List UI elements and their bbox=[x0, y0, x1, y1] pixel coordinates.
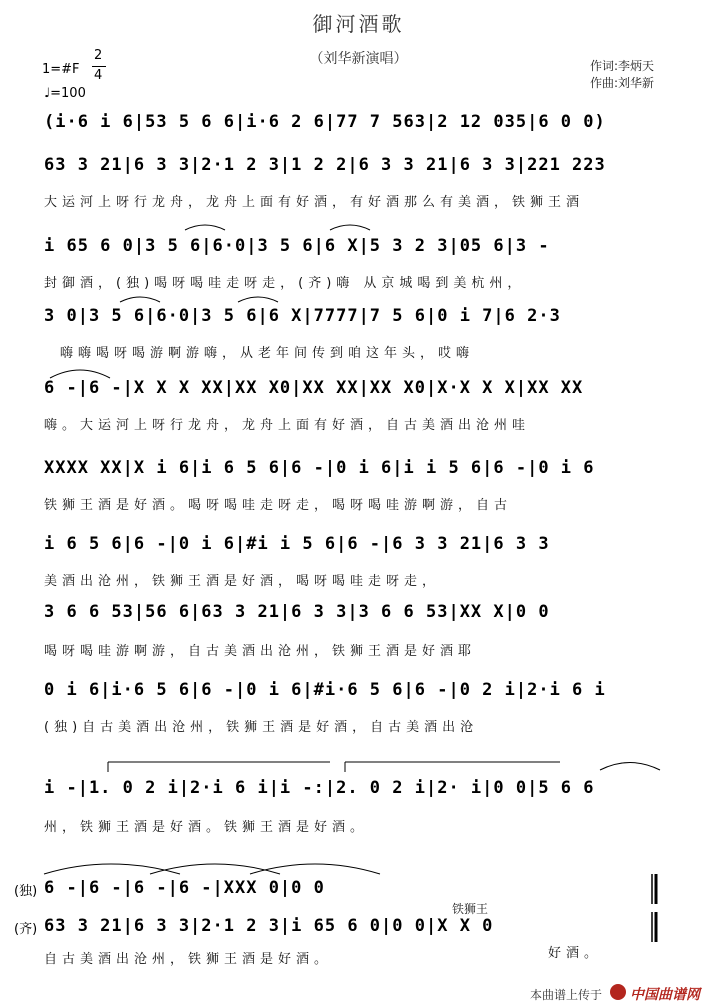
time-signature-top: 2 bbox=[94, 48, 103, 63]
score-line-6-notes: XXXX XX|X i 6|i 6 5 6|6 -|0 i 6|i i 5 6|6 -|0 i 6 bbox=[44, 458, 595, 478]
slur-mark bbox=[250, 864, 380, 874]
score-line-4-lyrics: 嗨嗨喝呀喝游啊游嗨，从老年间传到咱这年头，哎嗨 bbox=[60, 346, 475, 361]
score-line-4-notes: 3 0|3 5 6|6·0|3 5 6|6 X|7777|7 5 6|0 i 7|6 2·3 bbox=[44, 306, 561, 326]
score-line-8-notes: 3 6 6 53|56 6|63 3 21|6 3 3|3 6 6 53|XX X|0 0 bbox=[44, 602, 550, 622]
score-line-2-lyrics: 大运河上呀行龙舟，龙舟上面有好酒，有好酒那么有美酒，铁狮王酒 bbox=[44, 195, 585, 210]
site-logo-icon bbox=[610, 984, 626, 1000]
score-line-12-lyrics: 自古美酒出沧州，铁狮王酒是好酒。 bbox=[44, 952, 333, 967]
score-line-9-lyrics: (独)自古美酒出沧州，铁狮王酒是好酒，自古美酒出沧 bbox=[44, 720, 479, 735]
slur-mark bbox=[120, 297, 160, 302]
score-line-10-notes: i -|1. 0 2 i|2·i 6 i|i -:|2. 0 2 i|2· i|0 0|5 6 6 bbox=[44, 778, 595, 798]
key-signature: 1=#F bbox=[42, 62, 80, 77]
chorus-part-label: (齐) bbox=[14, 922, 38, 937]
slur-mark bbox=[238, 297, 278, 302]
song-subtitle: （刘华新演唱） bbox=[309, 51, 408, 67]
score-line-3-notes: i 65 6 0|3 5 6|6·0|3 5 6|6 X|5 3 2 3|05 6|3 - bbox=[44, 236, 550, 256]
song-title: 御河酒歌 bbox=[312, 12, 405, 36]
score-line-1-notes: (i·6 i 6|53 5 6 6|i·6 2 6|77 7 563|2 12 035|6 0 0) bbox=[44, 112, 606, 132]
score-line-5-lyrics: 嗨。大运河上呀行龙舟，龙舟上面有好酒，自古美酒出沧州哇 bbox=[44, 418, 531, 433]
slur-mark bbox=[600, 763, 660, 771]
lyricist-credit: 作词:李炳天 bbox=[590, 59, 655, 73]
score-line-12-notes: 63 3 21|6 3 3|2·1 2 3|i 65 6 0|0 0|X X 0 bbox=[44, 916, 494, 936]
score-line-10-lyrics: 州，铁狮王酒是好酒。铁狮王酒是好酒。 bbox=[44, 820, 369, 835]
score-line-7-notes: i 6 5 6|6 -|0 i 6|#i i 5 6|6 -|6 3 3 21|6 3 3 bbox=[44, 534, 550, 554]
slur-mark bbox=[185, 225, 225, 230]
score-line-5-notes: 6 -|6 -|X X X XX|XX X0|XX XX|XX X0|X·X X X|XX XX bbox=[44, 378, 584, 398]
tempo-marking: ♩=100 bbox=[44, 86, 86, 101]
solo-part-label: (独) bbox=[14, 884, 38, 899]
score-line-11-notes: 6 -|6 -|6 -|6 -|XXX 0|0 0 bbox=[44, 878, 325, 898]
score-line-6-lyrics: 铁狮王酒是好酒。喝呀喝哇走呀走，喝呀喝哇游啊游，自古 bbox=[44, 498, 513, 513]
slur-mark bbox=[44, 864, 180, 874]
score-line-3-lyrics: 封御酒，(独)喝呀喝哇走呀走，(齐)嗨 从京城喝到美杭州， bbox=[44, 276, 526, 291]
tuplet-lyric: 铁狮王 bbox=[452, 902, 489, 916]
time-signature-bottom: 4 bbox=[94, 68, 103, 83]
score-line-8-lyrics: 喝呀喝哇游啊游，自古美酒出沧州，铁狮王酒是好酒耶 bbox=[44, 644, 477, 659]
time-signature-line bbox=[92, 66, 106, 67]
score-line-9-notes: 0 i 6|i·6 5 6|6 -|0 i 6|#i·6 5 6|6 -|0 2 i|2·i 6 i bbox=[44, 680, 606, 700]
slur-mark bbox=[50, 370, 110, 378]
composer-credit: 作曲:刘华新 bbox=[590, 76, 655, 90]
slur-mark bbox=[150, 864, 280, 874]
score-line-7-lyrics: 美酒出沧州，铁狮王酒是好酒，喝呀喝哇走呀走， bbox=[44, 574, 441, 589]
score-line-2-notes: 63 3 21|6 3 3|2·1 2 3|1 2 2|6 3 3 21|6 3 3|221 223 bbox=[44, 155, 606, 175]
score-line-12-tail-lyrics: 好酒。 bbox=[548, 946, 603, 961]
upload-note: 本曲谱上传于 bbox=[530, 988, 603, 1002]
site-name[interactable]: 中国曲谱网 bbox=[630, 987, 700, 1003]
slur-mark bbox=[330, 225, 370, 230]
